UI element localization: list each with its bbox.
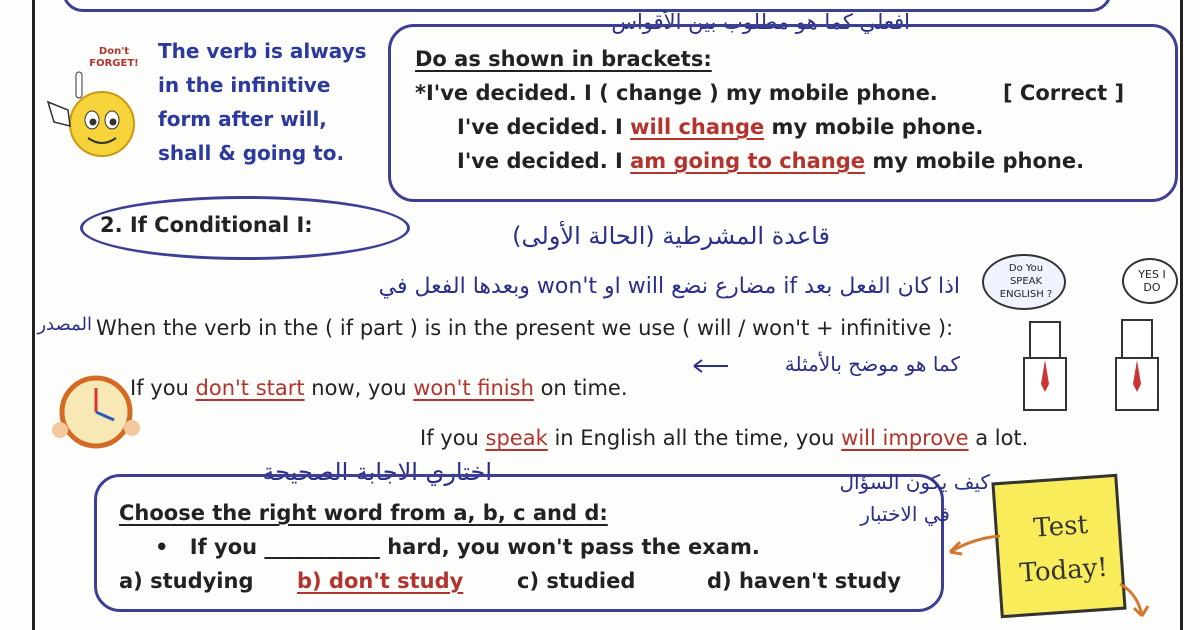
arrow-icon [940,530,1002,560]
dont-forget-mascot [40,42,150,162]
mcq-bullet: • [155,535,169,559]
mcq-option-correct: b) don't study [297,569,464,593]
reminder-line: shall & going to. [158,141,345,165]
answer-highlight: am going to change [630,149,866,173]
cartoon-people-illustration [1010,312,1180,416]
answer-text: my mobile phone. [865,149,1085,173]
mcq-stem [155,535,760,559]
example-text: now, you [304,376,414,400]
mcq-option: a) studying [119,569,254,593]
speech-text: YES I DO [1138,268,1166,294]
speech-text: Do You SPEAK ENGLISH ? [999,263,1053,300]
reminder-line: in the infinitive [158,73,331,97]
handwritten-choose-note: اختاري الاجابة الصحيحة [262,458,492,486]
example-highlight: will improve [841,426,969,450]
clock-illustration [44,372,144,452]
example-text: on time. [533,376,628,400]
handwritten-rule-body-2: المصدر [37,314,92,335]
example-text: in English all the time, you [547,426,842,450]
example-sentence [420,426,1028,450]
answer-highlight: will change [630,115,765,139]
speech-bubble-question [982,254,1066,310]
reminder-line: form after will, [158,107,327,131]
answer-text: my mobile phone. [764,115,984,139]
reminder-line: The verb is always [158,39,367,63]
example-sentence [130,376,628,400]
reminder-note [158,34,388,170]
speech-bubble-answer [1122,258,1178,304]
answer-text: I've decided. I [457,149,631,173]
mcq-heading: Choose the right word from a, b, c and d: [119,501,608,525]
answer-text: I've decided. I [457,115,631,139]
mcq-blank: ___________ [264,535,380,559]
brackets-exercise-box [388,24,1178,202]
dont-forget-badge: Don't FORGET! [89,46,139,69]
mcq-option: d) haven't study [707,569,901,593]
section-title: 2. If Conditional I: [100,213,313,237]
arrow-icon [1116,580,1156,620]
handwritten-rule-title: قاعدة المشرطية (الحالة الأولى) [512,222,830,250]
rule-text: When the verb in the ( if part ) is in the present we use ( will / won't + infinitive ): [96,316,954,340]
handwritten-example-note: كما هو موضح بالأمثلة [784,352,960,376]
arrow-icon [690,356,730,376]
handwritten-top-note: افعلي كما هو مطلوب بين الأقواس [611,10,910,34]
mcq-option: c) studied [517,569,636,593]
handwritten-rule-body: اذا كان الفعل بعد if مضارع نضع will او won't وبعدها الفعل في [378,274,960,299]
handwritten-exam-note: في الاختبار [860,502,950,526]
example-highlight: speak [485,426,548,450]
mcq-stem-before: If you [189,535,258,559]
test-today-text: Test Today! [1018,509,1109,589]
example-text: If you [420,426,486,450]
exercise-instruction: [ Correct ] [1003,81,1125,105]
example-text: a lot. [968,426,1029,450]
example-text: If you [130,376,196,400]
exercise-question: *I've decided. I ( change ) my mobile phone. [415,81,938,105]
handwritten-exam-note: كيف يكون السؤال [839,470,990,494]
exercise-answer [457,149,1084,173]
exercise-heading: Do as shown in brackets: [415,47,712,71]
example-highlight: don't start [195,376,305,400]
exercise-answer [457,115,983,139]
example-highlight: won't finish [413,376,534,400]
mcq-stem-after: hard, you won't pass the exam. [387,535,760,559]
test-today-note [991,474,1126,618]
mcq-box [94,474,944,612]
page-border-right [1180,0,1183,630]
